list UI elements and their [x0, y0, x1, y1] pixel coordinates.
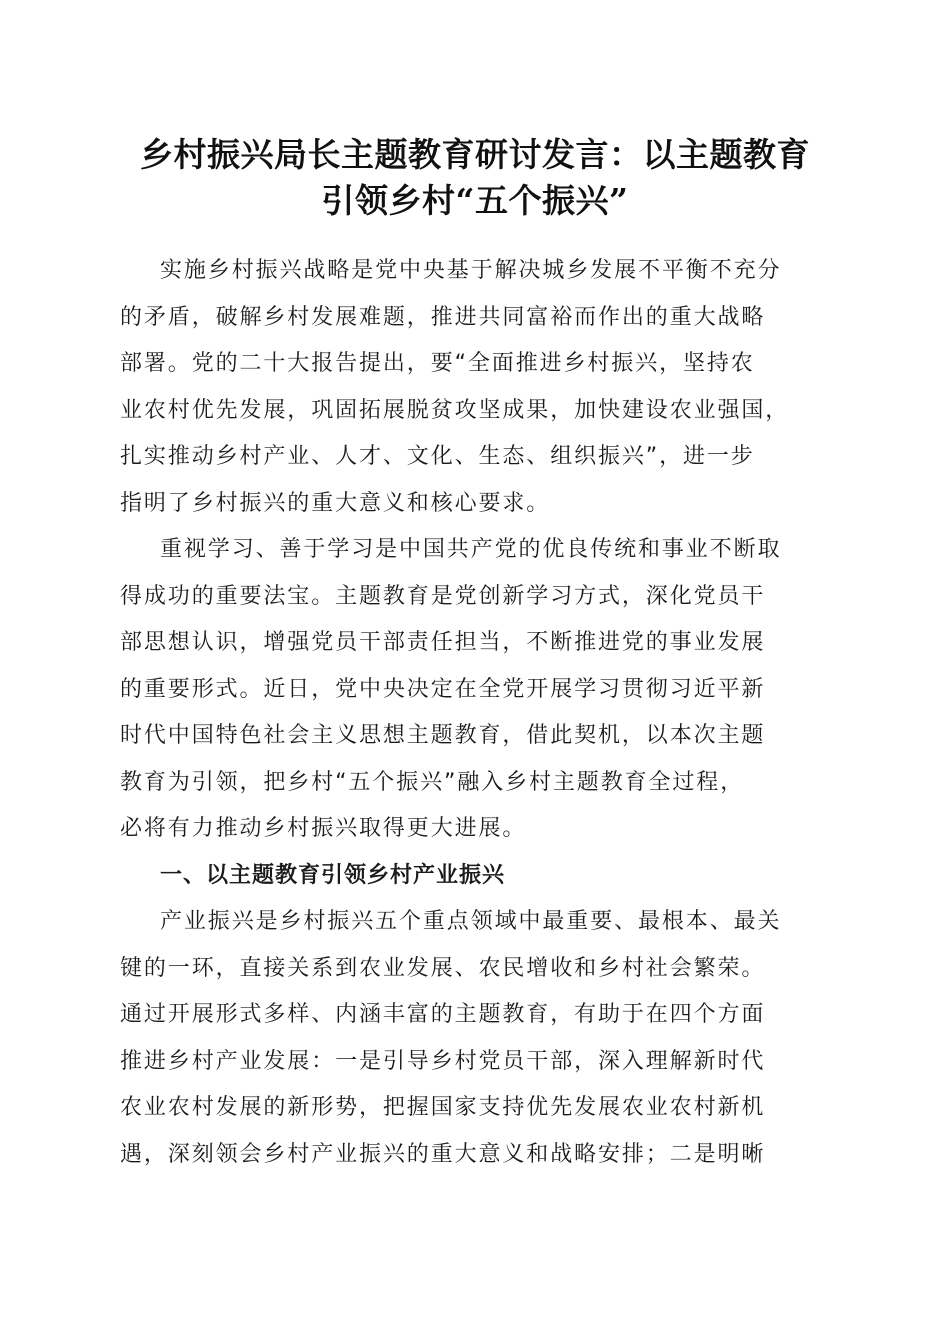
text-line: 农业农村发展的新形势，把握国家支持优先发展农业农村新机: [120, 1095, 766, 1120]
text-line: 推进乡村产业发展：一是引导乡村党员干部，深入理解新时代: [120, 1048, 766, 1074]
text-line: 遇，深刻领会乡村产业振兴的重大意义和战略安排；二是明晰: [120, 1141, 766, 1167]
text-line: 扎实推动乡村产业、人才、文化、生态、组织振兴”，进一步: [120, 444, 755, 469]
title-line: 乡村振兴局长主题教育研讨发言：以主题教育: [140, 135, 810, 174]
document-body: [120, 248, 825, 1178]
text-line: 产业振兴是乡村振兴五个重点领域中最重要、最根本、最关: [160, 909, 782, 934]
text-line: 部思想认识，增强党员干部责任担当，不断推进党的事业发展: [120, 630, 766, 655]
text-line: 指明了乡村振兴的重大意义和核心要求。: [120, 490, 551, 516]
paragraph-learning: [120, 527, 825, 853]
text-line: 部署。党的二十大报告提出，要“全面推进乡村振兴，坚持农: [120, 351, 755, 376]
text-line: 时代中国特色社会主义思想主题教育，借此契机，以本次主题: [120, 723, 766, 748]
text-line: 的重要形式。近日，党中央决定在全党开展学习贯彻习近平新: [120, 676, 766, 702]
document-title: [100, 132, 850, 224]
title-line: 引领乡村“五个振兴”: [321, 181, 629, 220]
text-line: 的矛盾，破解乡村发展难题，推进共同富裕而作出的重大战略: [120, 304, 766, 330]
text-line: 业农村优先发展，巩固拓展脱贫攻坚成果，加快建设农业强国，: [120, 397, 790, 423]
text-line: 重视学习、善于学习是中国共产党的优良传统和事业不断取: [160, 537, 782, 562]
paragraph-industry: [120, 899, 825, 1178]
text-line: 通过开展形式多样、内涵丰富的主题教育，有助于在四个方面: [120, 1002, 766, 1027]
paragraph-intro: [120, 248, 825, 527]
text-line: 键的一环，直接关系到农业发展、农民增收和乡村社会繁荣。: [120, 955, 766, 981]
text-line: 教育为引领，把乡村“五个振兴”融入乡村主题教育全过程，: [120, 769, 745, 795]
text-line: 实施乡村振兴战略是党中央基于解决城乡发展不平衡不充分: [160, 258, 782, 283]
section-heading: 一、以主题教育引领乡村产业振兴: [160, 862, 506, 888]
text-line: 得成功的重要法宝。主题教育是党创新学习方式，深化党员干: [120, 583, 766, 609]
text-line: 必将有力推动乡村振兴取得更大进展。: [120, 816, 527, 841]
